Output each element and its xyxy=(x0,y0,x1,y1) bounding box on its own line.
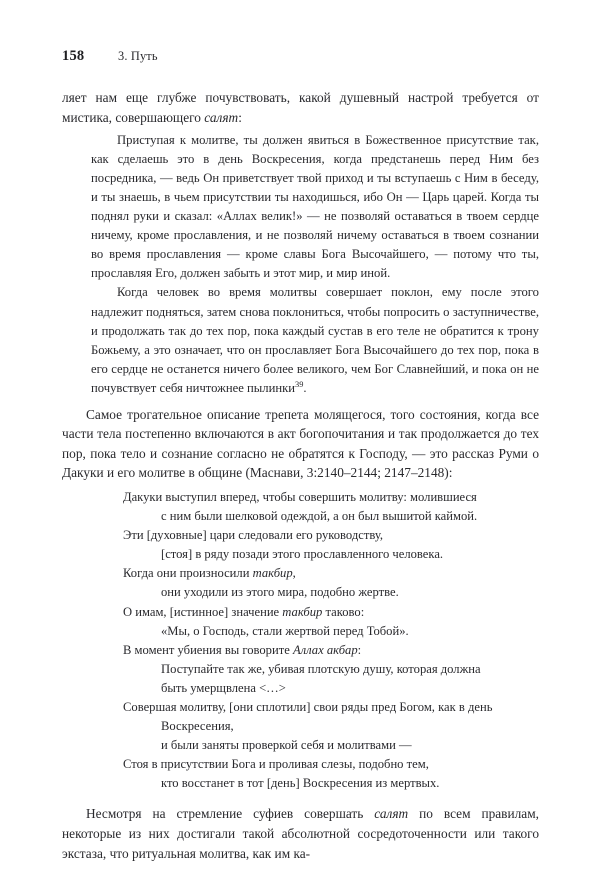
verse-line: [стоя] в ряду позади этого прославленного человека. xyxy=(161,547,444,562)
verse-line: быть умерщвлена <…> xyxy=(161,680,286,695)
blockquote-prose xyxy=(91,131,539,398)
paragraph-continued-text: ляет нам еще глубже почувствовать, какой душевный настрой требуется от мистика, совершающего xyxy=(62,90,539,125)
verse-line: «Мы, о Господь, стали жертвой перед Тобой». xyxy=(161,623,409,638)
spacer xyxy=(62,127,539,130)
spacer xyxy=(62,398,539,405)
paragraph-continued-tail: : xyxy=(238,109,242,125)
paragraph-final-text-a: Несмотря на стремление суфиев совершать xyxy=(86,806,375,822)
verse-line: О имам, [истинное] значение такбир таково: xyxy=(123,604,365,619)
running-head xyxy=(62,48,540,65)
verse-term: Аллах акбар xyxy=(292,642,358,657)
spacer xyxy=(62,793,539,804)
verse-line: Эти [духовные] цари следовали его руководству, xyxy=(123,528,384,543)
verse-line: Стоя в присутствии Бога и проливая слезы, подобно тем, xyxy=(123,757,429,772)
verse-line: Воскресения, xyxy=(161,719,234,734)
page-number: 158 xyxy=(62,48,85,64)
verse-line: кто восстанет в тот [день] Воскресения из мертвых. xyxy=(161,776,440,791)
blockquote-paragraph-2 xyxy=(91,283,539,397)
paragraph-final-text-b: по всем правилам, некоторые из них достигали такой абсолютной сосредоточенности или такого экстаза, что ритуальная молитва, как им ка- xyxy=(62,806,539,861)
verse-line: Дакуки выступил вперед, чтобы совершить молитву: молившиеся xyxy=(123,489,477,504)
verse-line: В момент убиения вы говорите Аллах акбар: xyxy=(123,642,362,657)
verse-line: Совершая молитву, [они сплотили] свои ряды пред Богом, как в день xyxy=(123,699,493,714)
chapter-title: 3. Путь xyxy=(118,49,158,63)
paragraph-intro-verse: Самое трогательное описание трепета молящегося, того состояния, когда все части тела постепенно включаются в акт богопочитания и так продолжается до тех пор, пока тело и сознание согласно не обратятся к Господу, — это рассказ Руми о Дакуки и его молитве в общине (Маснави, 3:2140–2144; 2147–2148): xyxy=(62,406,539,481)
verse-line: они уходили из этого мира, подобно жертве. xyxy=(161,585,399,600)
footnote-tail: . xyxy=(303,380,307,395)
footnote-marker: 39 xyxy=(295,379,304,389)
blockquote-paragraph-1: Приступая к молитве, ты должен явиться в Божественное присутствие так, как сделаешь это в день Воскресения, когда предстанешь перед Ним без посредника, — ведь Он приветствует твой приход и ты вступаешь с Ним в беседу, и ты знаешь, в чьем присутствии ты находишься, ибо Он — Царь царей. Когда ты поднял руки и сказал: «Аллах велик!» — не позволяй оставаться в твоем сердце ничему, кроме прославления, и не позволяй ничему оставаться в твоем сознании во время прославления — кроме славы Бога Высочайшего, — потому что ты, прославляя Его, должен забыть и этот мир, и мир иной. xyxy=(91,133,539,281)
verse-block xyxy=(123,488,543,794)
verse-line: и были заняты проверкой себя и молитвами — xyxy=(161,738,412,753)
paragraph-final xyxy=(62,804,539,863)
verse-term: такбир xyxy=(252,566,293,581)
spacer xyxy=(62,483,539,486)
verse-line: Когда они произносили такбир, xyxy=(123,566,296,581)
paragraph-continued xyxy=(62,88,539,127)
verse-line: Поступайте так же, убивая плотскую душу, которая должна xyxy=(161,661,481,676)
term-salyat-2: салят xyxy=(374,806,409,822)
verse-term: такбир xyxy=(282,604,323,619)
verse-line: с ним были шелковой одеждой, а он был вышитой каймой. xyxy=(161,509,478,524)
blockquote-paragraph-2-text: Когда человек во время молитвы совершает поклон, ему после этого надлежит подняться, затем снова поклониться, чтобы попросить о заступничестве, и продолжать так до тех пор, пока каждый сустав в его теле не обратится к трону Божьему, а это означает, что он прославляет Бога Высочайшего до тех пор, пока в его сердце не останется ничего более великого, чем Бог Славнейший, и пока он не почувствует себя ничтожнее пылинки xyxy=(91,285,539,395)
text-column xyxy=(62,88,539,863)
term-salyat: салят xyxy=(204,109,239,125)
